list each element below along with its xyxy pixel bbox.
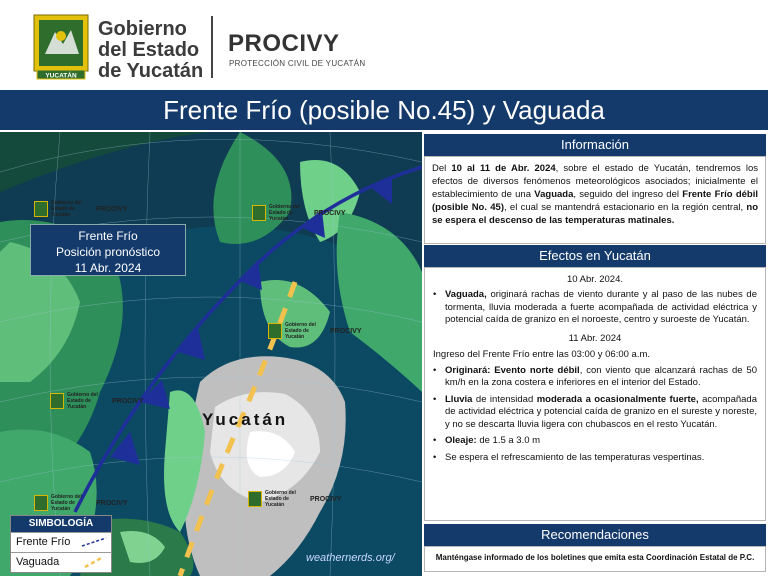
list-item: • Vaguada, originará rachas de viento durante y al paso de las nubes de tormenta, lluvia moderada a fuerte acompañada de actividad eléctrica y potencial caída de granizo en el noroeste, centro y suroeste de Yucatán. [433,289,757,325]
map-watermark: Gobierno del Estado de Yucatán PROCIVY [252,204,346,222]
info-heading: Información [424,134,766,156]
forecast-line-1: Frente Frío [78,229,138,243]
map-watermark: Gobierno del Estado de Yucatán PROCIVY [34,494,128,512]
watermark-crest-icon [252,205,266,221]
effects-date-1: 10 Abr. 2024. [567,274,623,285]
header [0,0,768,90]
title-bar [0,90,768,132]
recommendations-section [424,546,766,572]
effects-date-2: 11 Abr. 2024 [568,332,622,344]
effects-section [424,267,766,521]
front-entry-text: Ingreso del Frente Frío entre las 03:00 y 06:00 a.m. [433,348,651,360]
gov-line-1: Gobierno [98,18,187,40]
dashed-line-icon [81,536,107,548]
list-item: • Se espera el refrescamiento de las temperaturas vespertinas. [433,451,705,463]
procivy-logo: PROCIVY [228,30,340,57]
map-watermark: Gobierno del Estado de Yucatán PROCIVY [268,322,362,340]
info-section [424,156,766,244]
gov-line-2: del Estado [98,39,200,61]
watermark-crest-icon [268,323,282,339]
watermark-crest-icon [34,495,48,511]
source-website: weathernerds.org/ [306,552,395,564]
weather-map [0,132,422,576]
forecast-line-2: Posición pronóstico [55,245,161,259]
header-divider [211,16,213,78]
map-watermark: Gobierno del Estado de Yucatán PROCIVY [50,392,144,410]
svg-text:YUCATÁN: YUCATÁN [45,72,77,80]
procivy-subtitle: PROTECCIÓN CIVIL DE YUCATÁN [229,59,366,68]
map-watermark: Gobierno del Estado de Yucatán PROCIVY [248,490,342,508]
watermark-crest-icon [50,393,64,409]
government-name [98,19,203,82]
yucatan-map-label: Yucatán [202,410,289,429]
list-item: • Originará: Evento norte débil, con viento que alcanzará rachas de 50 km/h en la zona costera e inferiores en el interior del Estado. [433,364,757,388]
forecast-line-3: 11 Abr. 2024 [74,261,142,275]
effects-heading: Efectos en Yucatán [424,245,766,267]
list-item: • Lluvia de intensidad moderada a ocasionalmente fuerte, acompañada de actividad eléctrica y potencial caída de granizo en el sureste y noreste, y no se descarta lluvia ligera con chubascos en el resto Yucatán. [433,393,757,430]
forecast-position-box [30,224,186,276]
legend-item-trough: Vaguada [11,552,111,572]
legend [10,515,112,573]
watermark-crest-icon [248,491,262,507]
trough-line-icon [81,556,107,568]
info-paragraph: Del 10 al 11 de Abr. 2024, sobre el estado de Yucatán, tendremos los efectos de diversos fenómenos meteorológicos asociados; inicialmente el establecimiento de una Vaguada, seguido del ingreso del Frente Frío débil (posible No. 45), el cual se mantendrá estacionario en la región central, no se espera el descenso de las temperaturas matinales. [432,163,758,226]
page-title: Frente Frío (posible No.45) y Vaguada [163,95,605,125]
watermark-crest-icon [34,201,48,217]
yucatan-crest-logo [33,14,89,80]
info-panel [422,132,768,576]
list-item: • Oleaje: de 1.5 a 3.0 m [433,435,541,446]
legend-item-cold-front: Frente Frío [11,532,111,552]
recommendations-text: Manténgase informado de los boletines que emita esta Coordinación Estatal de P.C. [435,553,755,562]
recommendations-heading: Recomendaciones [424,524,766,546]
gov-line-3: de Yucatán [98,60,204,82]
map-watermark: Gobierno del Estado de Yucatán PROCIVY [34,200,128,218]
legend-title: SIMBOLOGÍA [11,516,111,532]
